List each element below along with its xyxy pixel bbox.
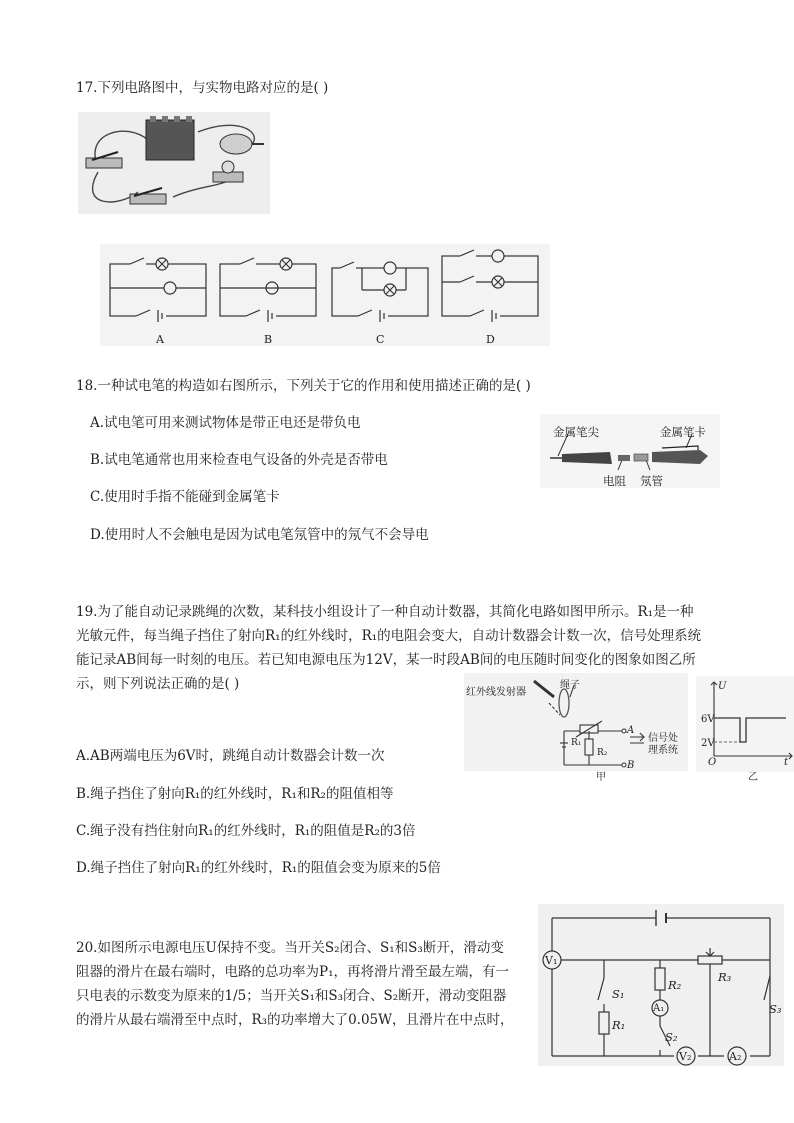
q20-label-r3: R₃ bbox=[718, 970, 732, 984]
q19-label-r2: R₂ bbox=[597, 748, 608, 758]
q19-label-t: t bbox=[784, 757, 789, 768]
q18-option-d: D.使用时人不会触电是因为试电笔氖管中的氖气不会导电 bbox=[90, 527, 429, 543]
q19-label-yi: 乙 bbox=[748, 772, 758, 783]
q20-label-r1: R₁ bbox=[612, 1018, 626, 1032]
q18-option-b: B.试电笔通常也用来检查电气设备的外壳是否带电 bbox=[90, 452, 388, 468]
q19-option-c: C.绳子没有挡住射向R₁的红外线时，R₁的阻值是R₂的3倍 bbox=[76, 823, 416, 839]
q19-label-rope: 绳子 bbox=[560, 680, 580, 691]
q18-stem: 18.一种试电笔的构造如右图所示，下列关于它的作用和使用描述正确的是( ) bbox=[76, 378, 531, 394]
q20-label-s2: S₂ bbox=[665, 1030, 678, 1044]
q20-label-s3: S₃ bbox=[769, 1002, 782, 1016]
q20-label-s1: S₁ bbox=[612, 987, 625, 1001]
q19-label-signal-2: 理系统 bbox=[648, 745, 678, 756]
q19-option-d: D.绳子挡住了射向R₁的红外线时，R₁的阻值会变为原来的5倍 bbox=[76, 860, 441, 876]
q17-circuit-options bbox=[100, 244, 550, 346]
q20-label-v2: V₂ bbox=[679, 1050, 692, 1063]
q17-option-a: A bbox=[156, 333, 164, 346]
q19-label-jia: 甲 bbox=[596, 772, 606, 783]
q19-option-a: A.AB两端电压为6V时，跳绳自动计数器会计数一次 bbox=[76, 748, 385, 764]
q20-label-a1: A₁ bbox=[653, 1003, 665, 1014]
q18-label-neon: 氖管 bbox=[640, 474, 663, 488]
q19-label-u: U bbox=[718, 681, 727, 692]
q20-label-a2: A₂ bbox=[729, 1050, 742, 1063]
q19-label-origin: O bbox=[708, 757, 717, 768]
q20-line4: 的滑片从最右端滑至中点时，R₃的功率增大了0.05W，且滑片在中点时， bbox=[76, 1012, 514, 1028]
q19-label-2v: 2V bbox=[701, 738, 715, 749]
q17-option-b: B bbox=[264, 333, 273, 346]
q19-label-emitter: 红外线发射器 bbox=[466, 687, 526, 698]
q20-label-r2: R₂ bbox=[668, 978, 682, 992]
q20-line3: 只电表的示数变为原来的1/5；当开关S₁和S₃闭合、S₂断开，滑动变阻器 bbox=[76, 988, 507, 1004]
q19-label-6v: 6V bbox=[701, 714, 715, 725]
q17-physical-circuit-photo bbox=[78, 112, 270, 214]
q20-line1: 20.如图所示电源电压U保持不变。当开关S₂闭合、S₁和S₃断开，滑动变 bbox=[76, 940, 504, 956]
q18-label-resistor: 电阻 bbox=[603, 474, 626, 488]
q18-label-tip: 金属笔尖 bbox=[553, 425, 599, 439]
q20-line2: 阻器的滑片在最右端时，电路的总功率为P₁，再将滑片滑至最左端，有一 bbox=[76, 964, 509, 980]
q20-label-v1: V₁ bbox=[545, 954, 558, 967]
q19-label-b: B bbox=[627, 760, 635, 771]
q19-line4: 示，则下列说法正确的是( ) bbox=[76, 676, 240, 692]
q18-option-c: C.使用时手指不能碰到金属笔卡 bbox=[90, 489, 280, 505]
q18-label-clip: 金属笔卡 bbox=[660, 425, 706, 439]
battery-pack-icon bbox=[146, 116, 194, 160]
q17-option-d: D bbox=[486, 333, 495, 346]
q20-circuit-figure bbox=[538, 904, 784, 1066]
q19-label-a: A bbox=[627, 725, 635, 736]
q19-label-signal-1: 信号处 bbox=[648, 733, 678, 744]
q17-option-c: C bbox=[376, 333, 385, 346]
q19-label-r1: R₁ bbox=[571, 738, 582, 748]
q19-line2: 光敏元件，每当绳子挡住了射向R₁的红外线时，R₁的电阻会变大，自动计数器会计数一次，信号处理系统 bbox=[76, 628, 702, 644]
q18-option-a: A.试电笔可用来测试物体是带正电还是带负电 bbox=[90, 415, 361, 431]
q19-line3: 能记录AB间每一时刻的电压。若已知电源电压为12V，某一时段AB间的电压随时间变化的图象如图乙所 bbox=[76, 652, 696, 668]
q19-line1: 19.为了能自动记录跳绳的次数，某科技小组设计了一种自动计数器，其简化电路如图甲所示。R₁是一种 bbox=[76, 604, 694, 620]
q19-option-b: B.绳子挡住了射向R₁的红外线时，R₁和R₂的阻值相等 bbox=[76, 786, 394, 802]
q17-stem: 17.下列电路图中，与实物电路对应的是( ) bbox=[76, 80, 329, 96]
